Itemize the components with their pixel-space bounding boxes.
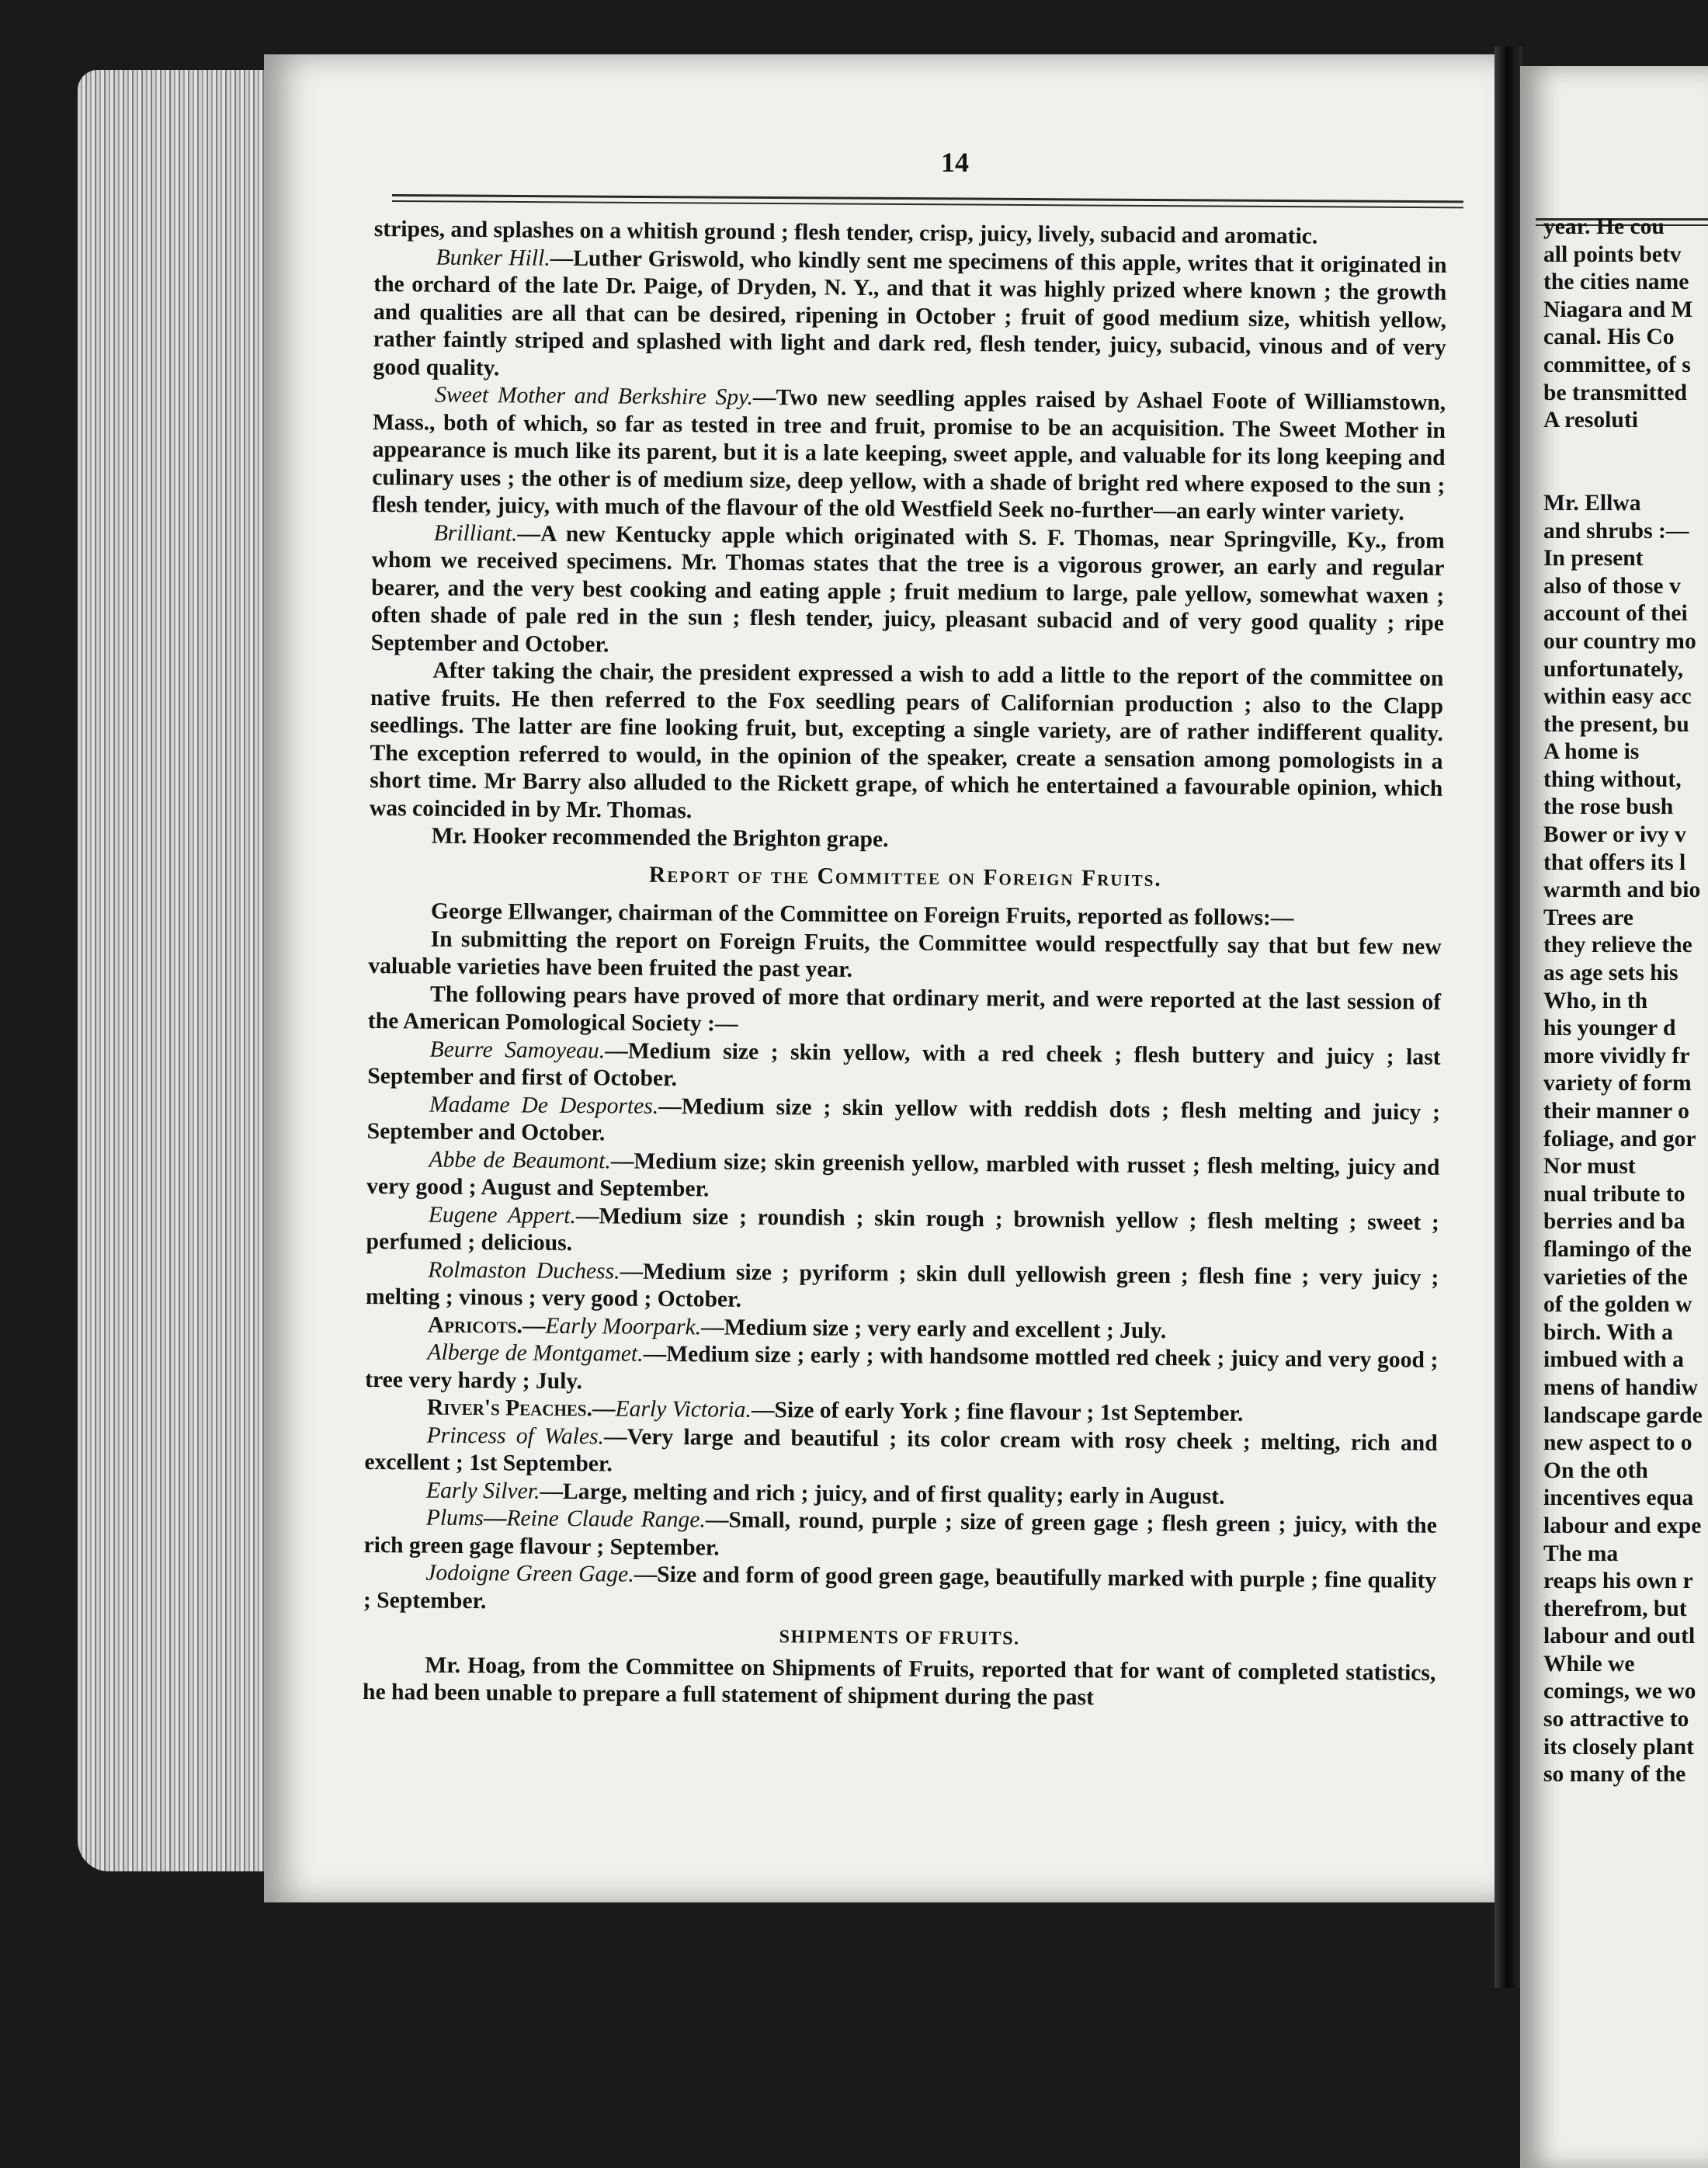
right-page-line: the cities name [1543,269,1689,295]
variety-name: Madame De Desportes. [429,1092,659,1119]
right-page-line: Bower or ivy v [1543,822,1686,848]
right-page-line: nual tribute to [1543,1181,1685,1207]
right-page-line: within easy acc [1543,684,1692,710]
text-run: —Medium size ; skin yellow with reddish dots ; flesh melting and juicy ; September and October. [366,1093,1441,1146]
right-page-line: On the oth [1543,1457,1648,1483]
right-page-line: In present [1543,546,1644,572]
text-run: —Size of early York ; fine flavour ; 1st September. [751,1397,1244,1426]
right-page-line: new aspect to o [1543,1430,1692,1456]
right-page-line: so attractive to [1543,1707,1689,1732]
right-page-line: our country mo [1543,628,1696,654]
text-run: stripes, and splashes on a whitish ground ; flesh tender, crisp, juicy, lively, subacid and aromatic. [373,216,1318,249]
variety-name: Sweet Mother and Berkshire Spy. [435,382,754,410]
variety-name: Abbe de Beaumont. [429,1147,611,1173]
paragraph [364,1421,1438,1485]
variety-name: Early Moorpark. [545,1313,702,1339]
right-page-line: labour and outl [1543,1624,1696,1649]
paragraph [366,1145,1440,1209]
right-page-line: Trees are [1543,905,1633,930]
paragraph [368,980,1442,1044]
right-page-line: birch. With a [1543,1319,1673,1345]
variety-name: Brilliant. [433,520,518,546]
text-run: Report of the Committee on Foreign Fruits. [648,862,1162,891]
right-page-line: as age sets his [1543,961,1678,986]
right-page-line: Nor must [1543,1154,1636,1180]
right-page-line: While we [1543,1651,1635,1676]
right-page-line: The ma [1543,1541,1619,1566]
page-edges [78,70,279,1871]
right-page-line: also of those v [1543,573,1681,599]
book-gutter [1494,47,1522,1988]
text-run: —Luther Griswold, who kindly sent me specimens of this apple, writes that it originated in the orchard of the late Dr. Paige, of Dryden, N. Y., and that it was highly prized where known ; the growth and qualities are all that can be desired, ripening in October ; fruit of good medium size, whitish yellow, rather faintly striped and splashed with light and dark red, flesh tender, juicy, subacid, vinous and of very good quality. [373,245,1447,380]
text-run: Mr. Hooker recommended the Brighton grape. [431,823,889,853]
right-page-line: landscape garde [1543,1402,1703,1428]
right-page-line: they relieve the [1543,933,1692,958]
variety-name: Rolmaston Duchess. [428,1257,620,1284]
paragraph [371,519,1445,665]
paragraph [367,1035,1441,1099]
text-run: —Large, melting and rich ; juicy, and of first quality; early in August. [540,1478,1225,1510]
text-run: — [592,1396,616,1422]
right-page-line: berries and ba [1543,1209,1685,1235]
text-run: In submitting the report on Foreign Fruits, the Committee would respectfully say that but few new valuable varieties have been fruited the past year. [368,926,1442,982]
text-run: George Ellwanger, chairman of the Committee on Foreign Fruits, reported as follows:— [430,898,1294,931]
right-page-line: comings, we wo [1543,1679,1696,1704]
right-page-line [1543,462,1708,490]
paragraph [363,1651,1436,1715]
section-heading [363,1621,1436,1656]
text-run: — [522,1313,546,1339]
right-page-line: warmth and bio [1543,877,1701,903]
right-page-line: that offers its l [1543,849,1686,875]
right-page-line: A resoluti [1543,408,1638,433]
right-page-line: their manner o [1543,1099,1689,1124]
text-run: — [483,1506,507,1531]
paragraph [367,1090,1441,1154]
left-page-text [361,216,1447,1863]
right-page-line: his younger d [1543,1016,1676,1041]
right-page-line [1543,435,1708,463]
right-page-line: Mr. Ellwa [1543,490,1641,516]
paragraph [366,1200,1439,1264]
right-page-line: foliage, and gor [1543,1126,1696,1152]
variety-name: Bunker Hill. [436,245,550,271]
text-run: —Small, round, purple ; size of green gage ; flesh green ; juicy, with the rich green gage flavour ; September. [363,1507,1437,1561]
text-run: After taking the chair, the president expressed a wish to add a little to the report of the committee on native fruits. He then referred to the Fox seedling pears of Californian production ; also to the Clapp seedlings. The latter are fine looking fruit, but, excepting a single variety, are of rather indifferent quality. The exception referred to would, in the opinion of the speaker, create a sensation among pomologists in a short time. Mr Barry also alluded to the Rickett grape, of which he entertained a favourable opinion, which was coincided in by Mr. Thomas. [369,658,1444,823]
paragraph [370,657,1444,831]
right-page-line: flamingo of the [1543,1236,1692,1262]
right-page-line: incentives equa [1543,1485,1694,1511]
text-run: River's Peaches. [426,1395,593,1422]
variety-name: Princess of Wales. [426,1423,605,1449]
variety-name: Plums [425,1505,484,1531]
page-number: 14 [941,147,969,178]
right-page-line: Niagara and M [1543,297,1693,322]
paragraph [363,1504,1437,1568]
section-heading [369,859,1442,895]
right-page-line: varieties of the [1543,1264,1688,1290]
right-page-line: its closely plant [1543,1734,1695,1760]
right-page-line: the present, bu [1543,711,1689,737]
variety-name: Reine Claude Range. [506,1506,706,1533]
text-run: —Medium size; skin greenish yellow, marbled with russet ; flesh melting, juicy and very good ; August and September. [366,1148,1440,1202]
right-page-line: so many of the [1543,1762,1686,1788]
right-page-line: thing without, [1543,766,1682,792]
text-run: SHIPMENTS OF FRUITS. [779,1627,1020,1649]
right-page-line: mens of handiw [1543,1374,1698,1400]
variety-name: Alberge de Montgamet. [427,1339,644,1367]
text-run: —Size and form of good green gage, beautifully marked with purple ; fine quality ; September. [363,1562,1437,1614]
text-run: The following pears have proved of more that ordinary merit, and were reported at the last session of the American Pomological Society :— [367,982,1442,1037]
right-page-line: imbued with a [1543,1347,1684,1373]
right-page-line: year. He cou [1543,214,1665,239]
right-page-line: all points betv [1543,241,1682,267]
right-page-line: account of thei [1543,601,1688,627]
variety-name: Jodoigne Green Gage. [425,1560,634,1587]
text-run: —Medium size ; skin yellow, with a red cheek ; flesh buttery and juicy ; last September and first of October. [367,1037,1441,1092]
right-page-line: variety of form [1543,1071,1692,1096]
right-page-line: of the golden w [1543,1292,1692,1318]
text-run: Apricots. [427,1312,523,1339]
text-run: —Medium size ; early ; with handsome mottled red cheek ; juicy and very good ; tree very hardy ; July. [365,1341,1439,1394]
text-run: Mr. Hoag, from the Committee on Shipments of Fruits, reported that for want of completed statistics, he had been unable to prepare a full statement of shipment during the past [362,1652,1436,1711]
right-page [1520,66,1708,2168]
paragraph [368,925,1442,988]
right-page-line: labour and expe [1543,1513,1702,1538]
right-page-line: be transmitted [1543,380,1687,405]
paragraph [372,381,1446,527]
text-run: —Medium size ; very early and excellent ; July. [700,1314,1167,1343]
right-page-text [1543,214,1708,1789]
right-page-line: and shrubs :— [1543,518,1689,544]
right-page-line: A home is [1543,739,1640,765]
right-page-line: the rose bush [1543,794,1674,820]
right-page-line: canal. His Co [1543,325,1675,350]
paragraph [363,1559,1437,1623]
text-run: —Two new seedling apples raised by Ashael Foote of Williamstown, Mass., both of which, so far as tested in tree and fruit, promise to be an acquisition. The Sweet Mother in appearance is much like its parent, but it is a late keeping, sweet apple, and valuable for its long keeping and culinary uses ; the other is of medium size, deep yellow, with a shade of bright red where exposed to the sun ; flesh tender, juicy, with much of the flavour of the old Westfield Seek no-further—an early winter variety. [371,384,1446,526]
right-page-line: committee, of s [1543,352,1691,377]
right-page-line: Who, in th [1543,988,1648,1013]
text-run: —Very large and beautiful ; its color cream with rosy cheek ; melting, rich and excellent ; 1st September. [364,1423,1438,1477]
variety-name: Beurre Samoyeau. [429,1037,606,1063]
paragraph [373,243,1446,389]
variety-name: Early Silver. [425,1478,540,1504]
variety-name: Eugene Appert. [428,1202,577,1228]
right-page-line: more vividly fr [1543,1043,1690,1068]
text-run: —A new Kentucky apple which originated with S. F. Thomas, near Springville, Ky., from whom we received specimens. Mr. Thomas states that the tree is a vigorous grower, an early and regular bearer, and the very best cooking and eating apple ; fruit medium to large, pale yellow, somewhat waxen ; often shade of pale red in the sun ; flesh tender, juicy, pleasant subacid and of very good quality ; ripe September and October. [370,520,1445,657]
paragraph [366,1256,1439,1319]
right-page-line: reaps his own r [1543,1569,1693,1594]
paragraph [365,1339,1439,1402]
variety-name: Early Victoria. [615,1396,752,1423]
text-run: —Medium size ; roundish ; skin rough ; brownish yellow ; flesh melting ; sweet ; perfumed ; delicious. [366,1203,1439,1256]
right-page-line: unfortunately, [1543,656,1684,682]
right-page-line: therefrom, but [1543,1596,1687,1621]
text-run: —Medium size ; pyriform ; skin dull yellowish green ; flesh fine ; very juicy ; melting ; vinous ; very good ; October. [365,1259,1439,1312]
